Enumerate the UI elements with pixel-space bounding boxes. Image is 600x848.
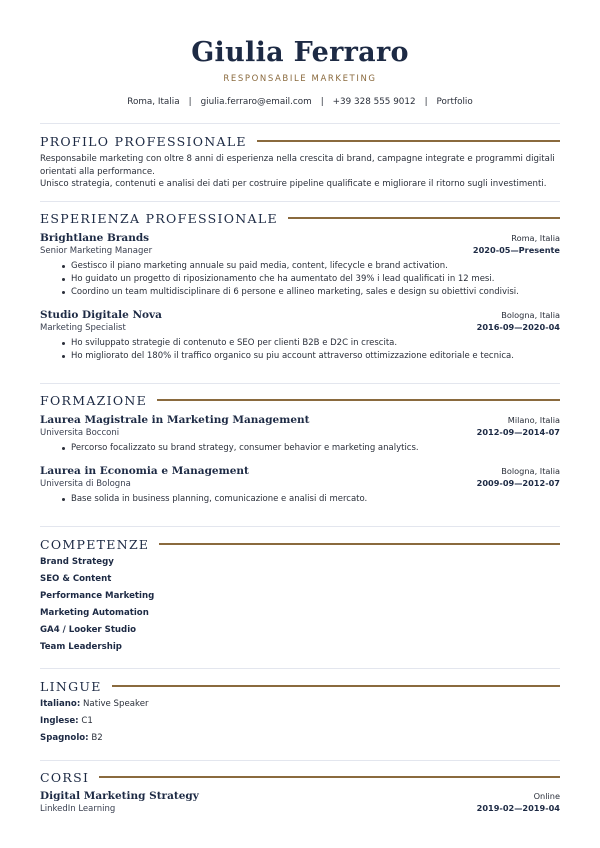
experience-entry xyxy=(40,232,560,299)
section-divider xyxy=(40,526,560,527)
profile-line: Responsabile marketing con oltre 8 anni di esperienza nella crescita di brand, campagne integrate e programmi digitali orientati alla performance. xyxy=(40,154,555,177)
achievement-item: Ho guidato un progetto di riposizionamento che ha aumentato del 39% i lead qualificati in 12 mesi. xyxy=(71,273,560,286)
section-divider xyxy=(40,668,560,669)
contact-location: Roma, Italia xyxy=(127,97,180,107)
entry-dates: 2019-02—2019-04 xyxy=(476,803,560,813)
education-details xyxy=(40,442,560,455)
job-position: Senior Marketing Manager xyxy=(40,246,153,256)
achievement-item: Ho sviluppato strategie di contenuto e SEO per clienti B2B e D2C in crescita. xyxy=(71,337,560,350)
section-title-courses: CORSI xyxy=(40,769,90,785)
degree-name: Laurea Magistrale in Marketing Management xyxy=(40,414,310,426)
resume-header xyxy=(0,0,600,107)
section-rule xyxy=(99,776,560,778)
skills-list xyxy=(40,554,560,656)
skill-item: Brand Strategy xyxy=(40,557,114,567)
entry-location: Online xyxy=(533,791,560,801)
section-rule xyxy=(157,399,560,401)
skill-item: Performance Marketing xyxy=(40,591,155,601)
job-position: Marketing Specialist xyxy=(40,323,126,333)
entry-dates: 2020-05—Presente xyxy=(472,245,560,255)
achievement-list xyxy=(40,260,560,299)
language-level: B2 xyxy=(91,733,103,743)
skill-item: Marketing Automation xyxy=(40,608,149,618)
profile-line: Unisco strategia, contenuti e analisi dei dati per costruire pipeline qualificate e migliorare il ritorno sugli investimenti. xyxy=(40,179,547,189)
school-name: Universita di Bologna xyxy=(40,479,131,489)
language-item xyxy=(40,713,560,730)
section-divider xyxy=(40,123,560,124)
section-title-profile: PROFILO PROFESSIONALE xyxy=(40,133,247,149)
company-name: Brightlane Brands xyxy=(40,232,150,244)
language-level: C1 xyxy=(81,716,93,726)
education-entry xyxy=(40,414,560,455)
section-divider xyxy=(40,760,560,761)
language-name: Italiano: xyxy=(40,699,81,709)
education-detail-item: Base solida in business planning, comunicazione e analisi di mercato. xyxy=(71,493,560,506)
section-title-skills: COMPETENZE xyxy=(40,536,150,552)
section-title-education: FORMAZIONE xyxy=(40,392,148,408)
profile-summary xyxy=(40,153,560,191)
achievement-item: Ho migliorato del 180% il traffico organico su piu account attraverso ottimizzazione editoriale e tecnica. xyxy=(71,350,560,363)
education-details xyxy=(40,493,560,506)
contact-phone: +39 328 555 9012 xyxy=(332,97,416,107)
language-level: Native Speaker xyxy=(83,699,149,709)
contact-portfolio-link[interactable]: Portfolio xyxy=(436,97,473,107)
language-item xyxy=(40,730,560,747)
skill-item: GA4 / Looker Studio xyxy=(40,625,137,635)
candidate-role: RESPONSABILE MARKETING xyxy=(223,74,377,84)
achievement-item: Gestisco il piano marketing annuale su paid media, content, lifecycle e brand activation. xyxy=(71,260,560,273)
skill-item: Team Leadership xyxy=(40,642,122,652)
skill-item: SEO & Content xyxy=(40,574,112,584)
section-title-experience: ESPERIENZA PROFESSIONALE xyxy=(40,210,278,226)
entry-location: Bologna, Italia xyxy=(501,466,560,476)
entry-dates: 2009-09—2012-07 xyxy=(476,478,560,488)
contact-email[interactable]: giulia.ferraro@email.com xyxy=(200,97,312,107)
education-entry xyxy=(40,465,560,506)
contact-separator: | xyxy=(320,97,324,107)
achievement-item: Coordino un team multidisciplinare di 6 persone e allineo marketing, sales e design su obiettivi condivisi. xyxy=(71,286,560,299)
section-divider xyxy=(40,201,560,202)
section-rule xyxy=(112,685,560,687)
course-provider: LinkedIn Learning xyxy=(40,804,116,814)
entry-dates: 2016-09—2020-04 xyxy=(476,322,560,332)
education-section xyxy=(40,391,560,519)
skills-section xyxy=(40,535,560,660)
entry-location: Milano, Italia xyxy=(507,415,560,425)
achievement-list xyxy=(40,337,560,363)
entry-location: Roma, Italia xyxy=(511,233,560,243)
languages-list xyxy=(40,696,560,747)
degree-name: Laurea in Economia e Management xyxy=(40,465,249,477)
school-name: Universita Bocconi xyxy=(40,428,120,438)
language-item xyxy=(40,696,560,713)
courses-section xyxy=(40,768,560,828)
section-title-languages: LINGUE xyxy=(40,678,102,694)
contact-separator: | xyxy=(188,97,192,107)
section-divider xyxy=(40,383,560,384)
candidate-name: Giulia Ferraro xyxy=(191,37,409,68)
section-rule xyxy=(257,140,560,142)
company-name: Studio Digitale Nova xyxy=(40,309,162,321)
experience-entry xyxy=(40,309,560,363)
experience-section xyxy=(40,209,560,374)
profile-section xyxy=(40,132,560,192)
section-rule xyxy=(288,217,560,219)
entry-location: Bologna, Italia xyxy=(501,310,560,320)
education-detail-item: Percorso focalizzato su brand strategy, consumer behavior e marketing analytics. xyxy=(71,442,560,455)
course-name: Digital Marketing Strategy xyxy=(40,790,199,802)
language-name: Inglese: xyxy=(40,716,79,726)
languages-section xyxy=(40,677,560,752)
entry-dates: 2012-09—2014-07 xyxy=(476,427,560,437)
contact-separator: | xyxy=(424,97,428,107)
contact-line xyxy=(0,97,600,107)
course-entry xyxy=(40,790,560,814)
language-name: Spagnolo: xyxy=(40,733,89,743)
section-rule xyxy=(159,543,560,545)
